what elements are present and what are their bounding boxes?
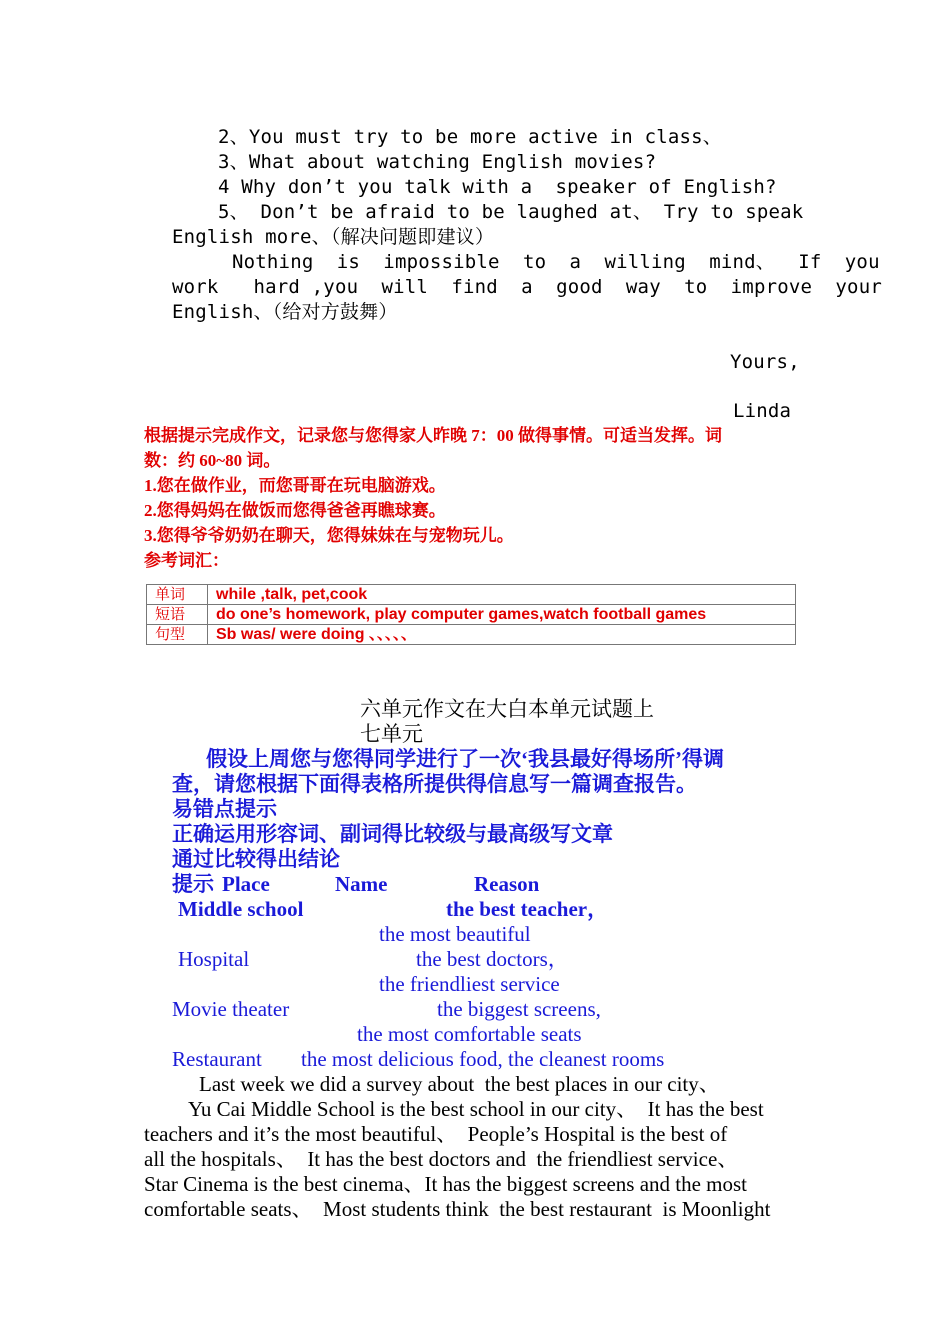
vocab-value: Sb was/ were doing 、、、、、 [208,625,796,645]
encourage-line-1: Nothing is impossible to a willing mind、 If you [232,251,880,273]
reason-middle-school: the best teacher， [446,897,609,921]
table-row [147,585,796,605]
column-name: Name [335,872,388,896]
reference-vocab-label: 参考词汇： [144,551,229,570]
hint-prefix: 提示 [172,872,214,896]
letter-signature: Linda [733,400,792,422]
task-instruction-1: 根据提示完成作文，记录您与您得家人昨晚 7：00 做得事情。可适当发挥。词 [144,426,722,445]
encourage-line-2: work hard ,you will find a good way to improve your [172,276,882,298]
task-hint-3: 3.您得爷爷奶奶在聊天，您得妹妹在与宠物玩儿。 [144,526,514,545]
letter-line-5b: English more、（解决问题即建议） [172,226,495,248]
vocab-value: while ,talk, pet,cook [208,585,796,605]
vocab-value: do one’s homework, play computer games,watch football games [208,605,796,625]
letter-closing: Yours, [730,351,800,373]
essay-line-1: Last week we did a survey about the best places in our city、 [199,1072,720,1096]
essay-line-3: teachers and it’s the most beautiful、 People’s Hospital is the best of [144,1122,728,1146]
letter-line-4: 4 Why don’t you talk with a speaker of English? [218,176,777,198]
tips-heading: 易错点提示 [172,797,277,821]
reason-hospital-2: the friendliest service [379,972,560,996]
reason-movie-theater-2: the most comfortable seats [357,1022,582,1046]
reason-restaurant: the most delicious food, the cleanest rooms [301,1047,665,1071]
letter-line-3: 3、What about watching English movies? [218,151,657,173]
letter-line-5a: 5、 Don’t be afraid to be laughed at、 Try to speak [218,201,804,223]
vocab-key: 单词 [147,585,208,605]
vocab-table [146,584,796,645]
reason-middle-school-2: the most beautiful [379,922,531,946]
vocab-key: 句型 [147,625,208,645]
task-instruction-2: 数：约 60~80 词。 [144,451,281,470]
reason-movie-theater: the biggest screens, [437,997,601,1021]
unit6-note: 六单元作文在大白本单元试题上 [360,697,654,721]
unit7-question-1: 假设上周您与您得同学进行了一次‘我县最好得场所’得调 [206,747,724,771]
place-restaurant: Restaurant [172,1047,262,1071]
task-hint-2: 2.您得妈妈在做饭而您得爸爸再瞧球赛。 [144,501,446,520]
essay-line-5: Star Cinema is the best cinema、It has the biggest screens and the most [144,1172,748,1196]
reason-hospital: the best doctors， [416,947,569,971]
column-reason: Reason [474,872,540,896]
unit7-question-2: 查，请您根据下面得表格所提供得信息写一篇调查报告。 [172,772,697,796]
essay-line-2: Yu Cai Middle School is the best school in our city、 It has the best [188,1097,764,1121]
place-movie-theater: Movie theater [172,997,290,1021]
vocab-key: 短语 [147,605,208,625]
essay-line-4: all the hospitals、 It has the best doctors and the friendliest service、 [144,1147,739,1171]
table-row [147,625,796,645]
tips-line-2: 通过比较得出结论 [172,847,340,871]
encourage-line-3: English、（给对方鼓舞） [172,301,398,323]
essay-line-6: comfortable seats、 Most students think the best restaurant is Moonlight [144,1197,771,1221]
place-middle-school: Middle school [178,897,304,921]
table-row [147,605,796,625]
task-hint-1: 1.您在做作业，而您哥哥在玩电脑游戏。 [144,476,446,495]
tips-line-1: 正确运用形容词、副词得比较级与最高级写文章 [172,822,613,846]
place-hospital: Hospital [178,947,250,971]
unit7-heading: 七单元 [360,722,423,746]
column-place: Place [222,872,270,896]
letter-line-2: 2、You must try to be more active in class、 [218,126,722,148]
